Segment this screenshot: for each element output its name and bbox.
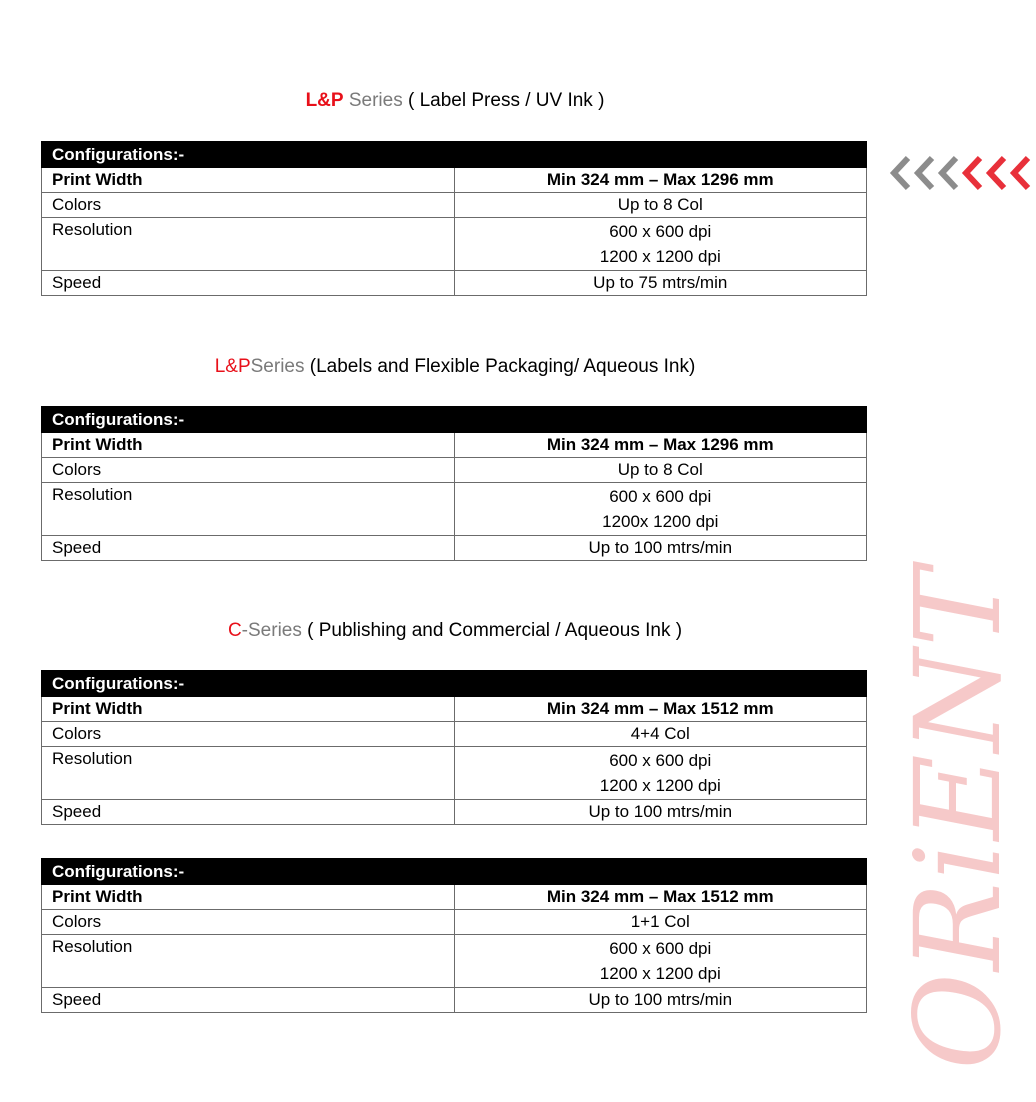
row-value [454,483,867,536]
series-description: (Labels and Flexible Packaging/ Aqueous Ink) [304,356,696,377]
row-label: Colors [42,722,455,747]
row-label: Resolution [42,218,455,271]
chevron-arrow [894,158,908,188]
resolution-value: 600 x 600 dpi [609,939,712,958]
table-header: Configurations:- [42,407,867,433]
row-value: 4+4 Col [454,722,867,747]
row-value: Min 324 mm – Max 1296 mm [454,168,867,193]
section-heading-lp-aqueous [0,356,910,378]
resolution-value: 600 x 600 dpi [609,487,712,506]
table-row [42,483,867,536]
table-row [42,433,867,458]
table-row [42,458,867,483]
table-row [42,747,867,800]
row-value [454,747,867,800]
brand-name: C [227,620,242,641]
row-label: Speed [42,800,455,825]
table-row [42,271,867,296]
table-header: Configurations:- [42,859,867,885]
resolution-value: 1200 x 1200 dpi [599,247,721,266]
chevron-arrow [990,158,1004,188]
series-description: ( Label Press / UV Ink ) [402,90,605,111]
config-table-c-series-1plus1 [41,858,867,1013]
row-label: Speed [42,536,455,561]
row-label: Resolution [42,483,455,536]
table-row [42,722,867,747]
section-heading-c-series [0,620,910,642]
series-label: Series [343,90,403,111]
config-table-lp-uv [41,141,867,296]
row-label: Print Width [42,433,455,458]
resolution-value: 600 x 600 dpi [609,751,712,770]
chevron-arrow [1014,158,1028,188]
chevron-arrow [942,158,956,188]
orient-watermark [889,566,1027,1070]
row-value: Up to 75 mtrs/min [454,271,867,296]
row-label: Print Width [42,697,455,722]
config-table-c-series-4plus4 [41,670,867,825]
row-label: Resolution [42,935,455,988]
row-label: Print Width [42,168,455,193]
table-row [42,988,867,1013]
row-label: Colors [42,458,455,483]
row-value [454,218,867,271]
row-label: Colors [42,910,455,935]
table-row [42,910,867,935]
table-header: Configurations:- [42,671,867,697]
row-value [454,935,867,988]
row-label: Speed [42,271,455,296]
chevron-arrow [918,158,932,188]
row-value: 1+1 Col [454,910,867,935]
row-label: Resolution [42,747,455,800]
table-row [42,800,867,825]
watermark-text: ORiENT [889,566,1027,1070]
table-row [42,193,867,218]
resolution-value: 1200 x 1200 dpi [599,964,721,983]
table-row [42,885,867,910]
row-label: Print Width [42,885,455,910]
row-value: Up to 100 mtrs/min [454,800,867,825]
series-label: Series [250,356,305,377]
row-label: Colors [42,193,455,218]
row-value: Up to 100 mtrs/min [454,988,867,1013]
row-value: Up to 100 mtrs/min [454,536,867,561]
config-table-lp-aqueous [41,406,867,561]
row-value: Min 324 mm – Max 1512 mm [454,697,867,722]
resolution-value: 1200 x 1200 dpi [599,776,721,795]
series-description: ( Publishing and Commercial / Aqueous Ink ) [301,620,683,641]
table-row [42,218,867,271]
row-value: Up to 8 Col [454,193,867,218]
chevron-arrow [966,158,980,188]
series-label: -Series [241,620,302,641]
resolution-value: 1200x 1200 dpi [602,512,719,531]
brand-name: L&P [305,90,344,111]
brand-name: L&P [214,356,251,377]
row-value: Up to 8 Col [454,458,867,483]
row-value: Min 324 mm – Max 1512 mm [454,885,867,910]
table-row [42,168,867,193]
section-heading-lp-uv [0,90,910,112]
row-value: Min 324 mm – Max 1296 mm [454,433,867,458]
row-label: Speed [42,988,455,1013]
resolution-value: 600 x 600 dpi [609,222,712,241]
chevron-arrows-left-icon [888,154,1034,192]
table-header: Configurations:- [42,142,867,168]
table-row [42,697,867,722]
table-row [42,536,867,561]
table-row [42,935,867,988]
